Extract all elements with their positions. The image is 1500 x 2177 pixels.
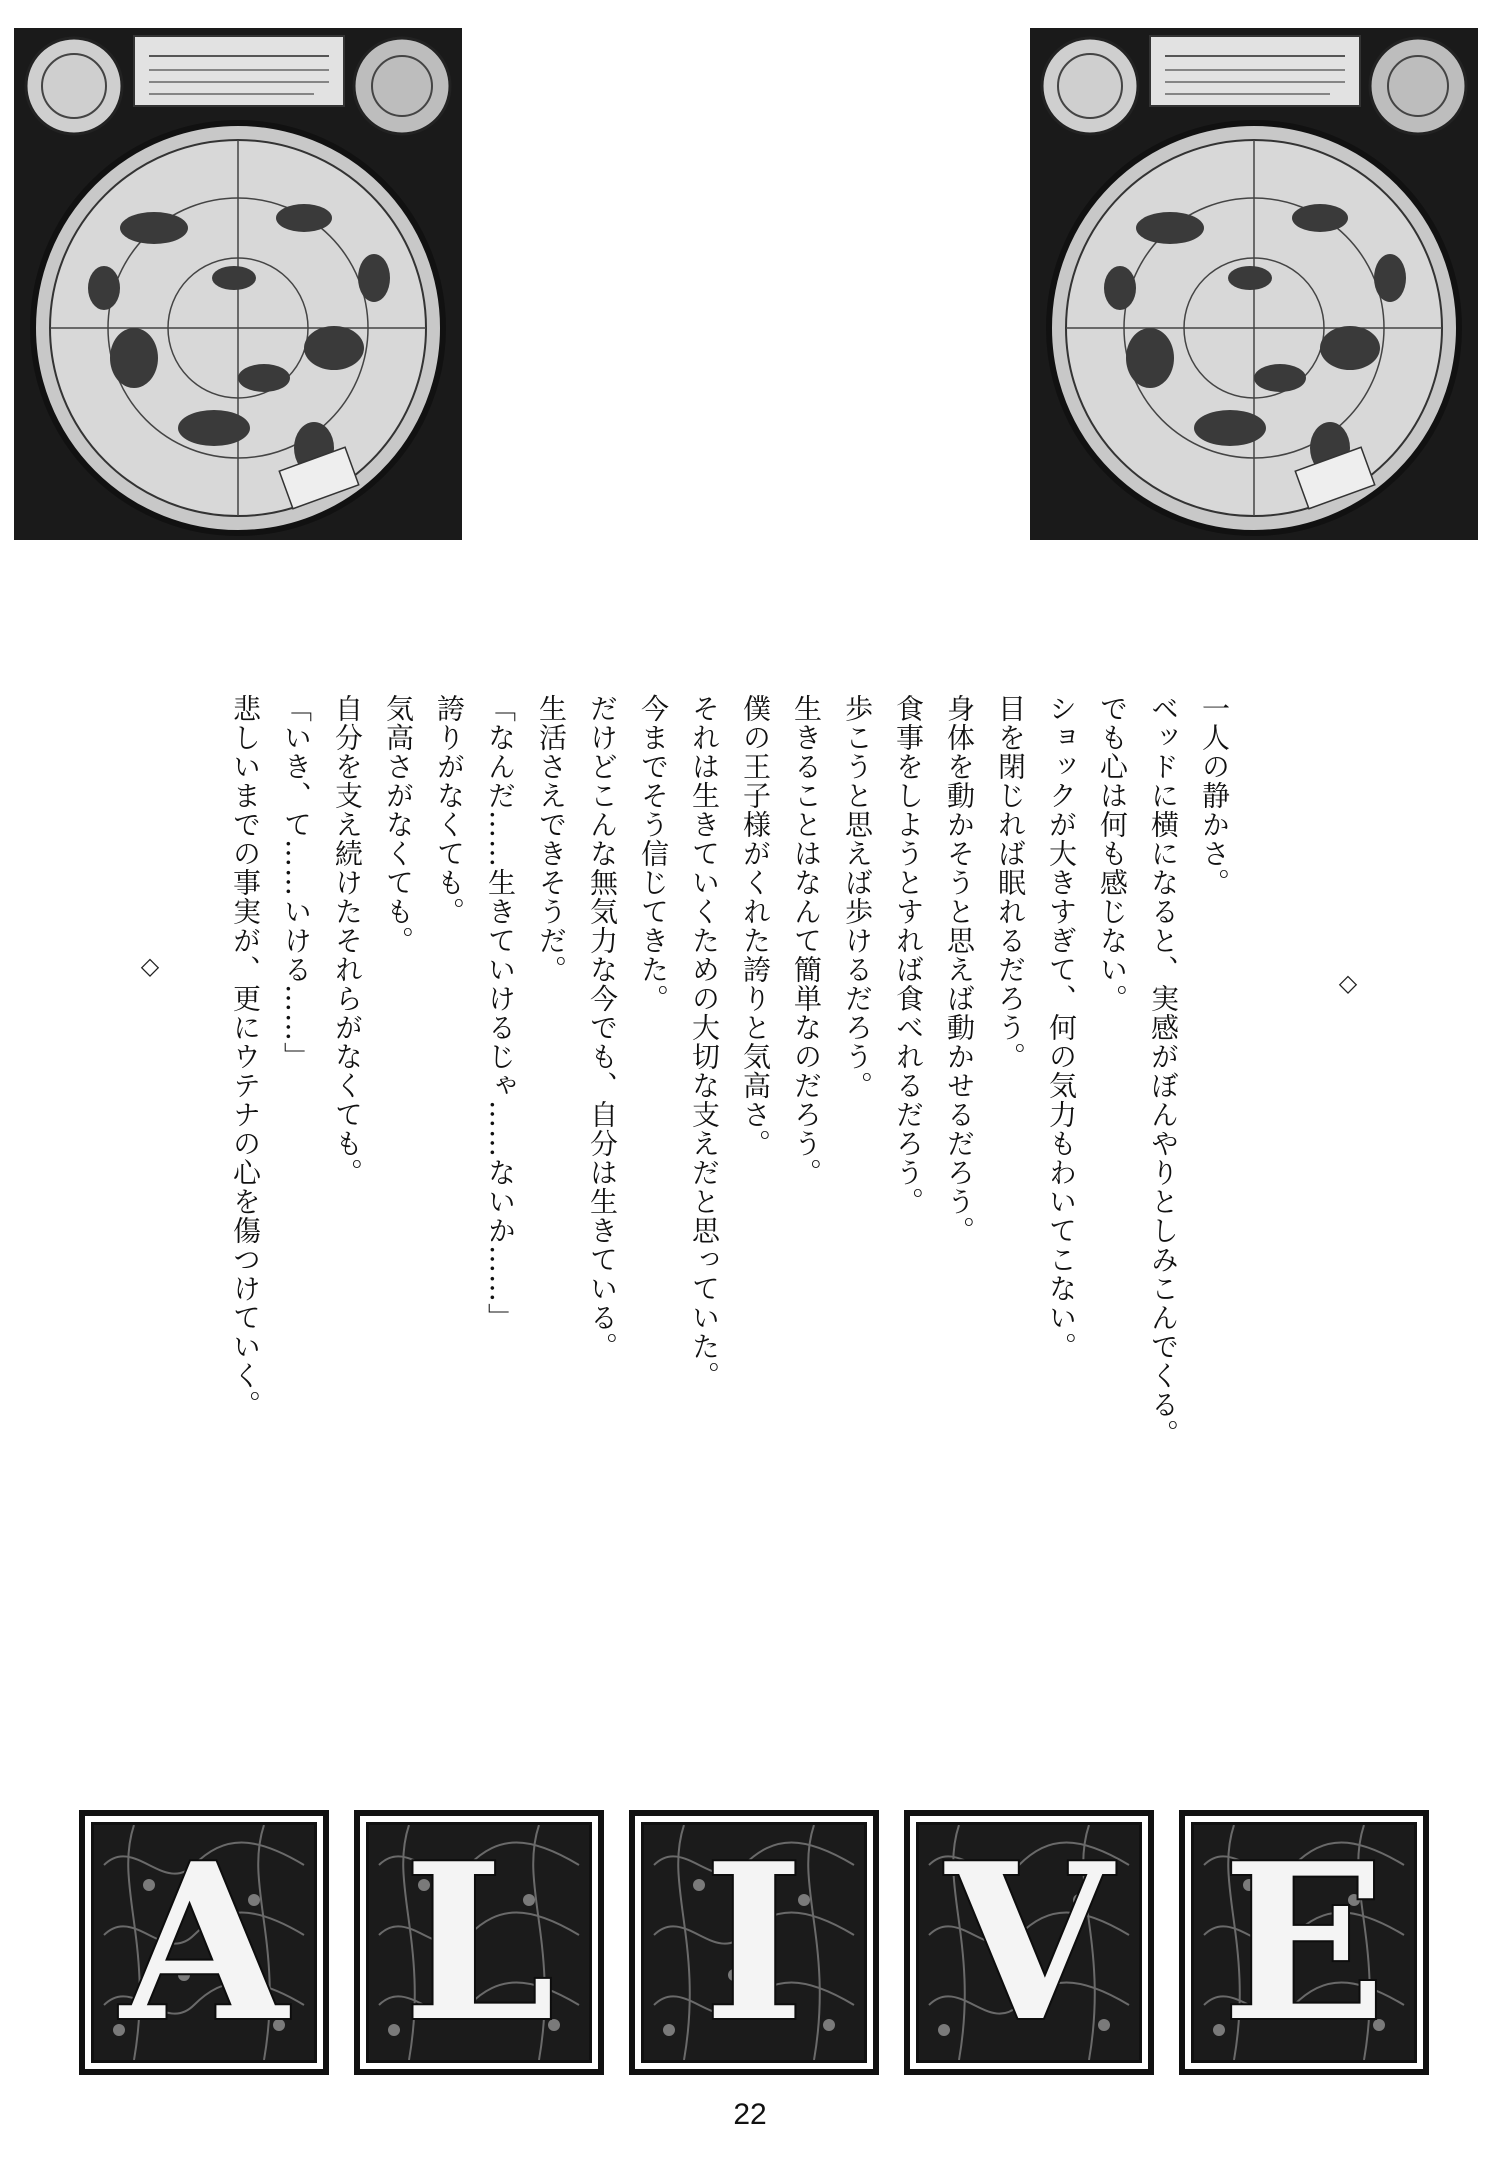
text-line: ベッドに横になると、実感がぼんやりとしみこんでくる。 bbox=[1147, 694, 1180, 1448]
text-line: でも心は何も感じない。 bbox=[1096, 694, 1129, 1013]
title-tile-v bbox=[904, 1810, 1154, 2075]
text-line: 一人の静かさ。 bbox=[1198, 694, 1231, 897]
celestial-map-icon bbox=[1030, 28, 1478, 540]
text-line: 食事をしようとすれば食べれるだろう。 bbox=[892, 694, 925, 1216]
title-letter: L bbox=[403, 1822, 555, 2063]
diamond-ornament-left: ◇ bbox=[140, 952, 160, 980]
text-line: 自分を支え続けたそれらがなくても。 bbox=[331, 694, 364, 1187]
tile-inner bbox=[641, 1822, 867, 2063]
text-line: 身体を動かそうと思えば動かせるだろう。 bbox=[943, 694, 976, 1245]
text-line: 生きることはなんて簡単なのだろう。 bbox=[790, 694, 823, 1187]
title-letter: V bbox=[945, 1822, 1113, 2063]
diamond-ornament-right: ◇ bbox=[1338, 969, 1358, 997]
text-line: 歩こうと思えば歩けるだろう。 bbox=[841, 694, 874, 1100]
text-line: 今までそう信じてきた。 bbox=[637, 694, 670, 1013]
tile-inner bbox=[366, 1822, 592, 2063]
text-line: 「いき、て……いける……」 bbox=[280, 694, 313, 1071]
title-tile-a bbox=[79, 1810, 329, 2075]
text-line: それは生きていくための大切な支えだと思っていた。 bbox=[688, 694, 721, 1390]
tile-inner bbox=[91, 1822, 317, 2063]
text-line: 悲しいまでの事実が、更にウテナの心を傷つけていく。 bbox=[229, 694, 262, 1419]
text-line: 「なんだ……生きていけるじゃ……ないか……」 bbox=[484, 694, 517, 1332]
text-line: 目を閉じれば眠れるだろう。 bbox=[994, 694, 1027, 1071]
vertical-text-body bbox=[230, 694, 1240, 1494]
title-letter: E bbox=[1222, 1822, 1386, 2063]
text-line: だけどこんな無気力な今でも、自分は生きている。 bbox=[586, 694, 619, 1361]
title-tile-i bbox=[629, 1810, 879, 2075]
text-line: 僕の王子様がくれた誇りと気高さ。 bbox=[739, 694, 772, 1158]
tile-inner bbox=[916, 1822, 1142, 2063]
celestial-map-illustration-left bbox=[14, 28, 462, 540]
alive-title bbox=[79, 1810, 1429, 2075]
celestial-map-icon bbox=[14, 28, 462, 540]
text-line: 誇りがなくても。 bbox=[433, 694, 466, 926]
tile-inner bbox=[1191, 1822, 1417, 2063]
celestial-map-illustration-right bbox=[1030, 28, 1478, 540]
title-letter: I bbox=[703, 1822, 805, 2063]
text-line: ショックが大きすぎて、何の気力もわいてこない。 bbox=[1045, 694, 1078, 1361]
text-line: 気高さがなくても。 bbox=[382, 694, 415, 955]
title-tile-e bbox=[1179, 1810, 1429, 2075]
text-line: 生活さえできそうだ。 bbox=[535, 694, 568, 984]
page-number: 22 bbox=[733, 2098, 767, 2131]
title-letter: A bbox=[120, 1822, 288, 2063]
title-tile-l bbox=[354, 1810, 604, 2075]
